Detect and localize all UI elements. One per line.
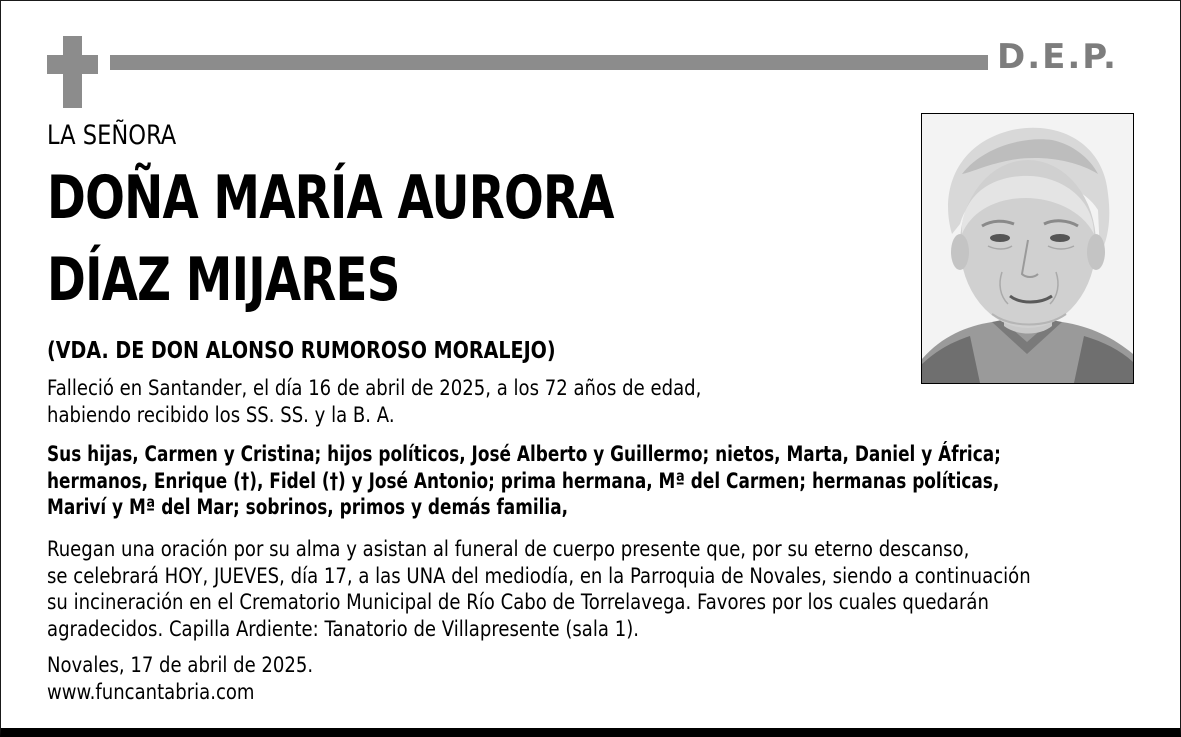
family-list <box>47 441 1001 521</box>
death-line: habiendo recibido los SS. SS. y la B. A. <box>47 402 395 427</box>
funeral-line: se celebrará HOY, JUEVES, día 17, a las UNA del mediodía, en la Parroquia de Novales, siendo a continuación <box>47 563 1031 588</box>
closing-block <box>47 652 313 705</box>
family-line: Sus hijas, Carmen y Cristina; hijos políticos, José Alberto y Guillermo; nietos, Marta, Daniel y África; <box>47 442 1001 466</box>
funeral-line: su incineración en el Crematorio Municipal de Río Cabo de Torrelavega. Favores por los cuales quedarán <box>47 590 989 614</box>
dep-heading: D.E.P. <box>997 37 1118 77</box>
family-line: hermanos, Enrique (†), Fidel (†) y José Antonio; prima hermana, Mª del Carmen; hermanas políticas, <box>47 468 1000 493</box>
honorific-title: LA SEÑORA <box>47 120 177 151</box>
portrait-photo <box>921 113 1134 384</box>
deceased-name-line-1: DOÑA MARÍA AURORA <box>47 163 614 233</box>
deceased-name-line-2: DÍAZ MIJARES <box>47 245 400 315</box>
family-line: Mariví y Mª del Mar; sobrinos, primos y demás familia, <box>47 495 569 519</box>
website-link[interactable]: www.funcantabria.com <box>47 679 255 704</box>
header-rule <box>110 55 988 70</box>
death-line: Falleció en Santander, el día 16 de abril de 2025, a los 72 años de edad, <box>47 376 702 400</box>
cross-icon-horizontal <box>47 55 98 74</box>
widow-of-line: (VDA. DE DON ALONSO RUMOROSO MORALEJO) <box>47 338 556 364</box>
place-date: Novales, 17 de abril de 2025. <box>47 653 314 677</box>
funeral-details <box>47 536 1031 642</box>
funeral-line: agradecidos. Capilla Ardiente: Tanatorio de Villapresente (sala 1). <box>47 616 639 641</box>
funeral-line: Ruegan una oración por su alma y asistan al funeral de cuerpo presente que, por su eterno descanso, <box>47 537 970 561</box>
portrait-image <box>922 114 1133 383</box>
death-details <box>47 375 701 428</box>
